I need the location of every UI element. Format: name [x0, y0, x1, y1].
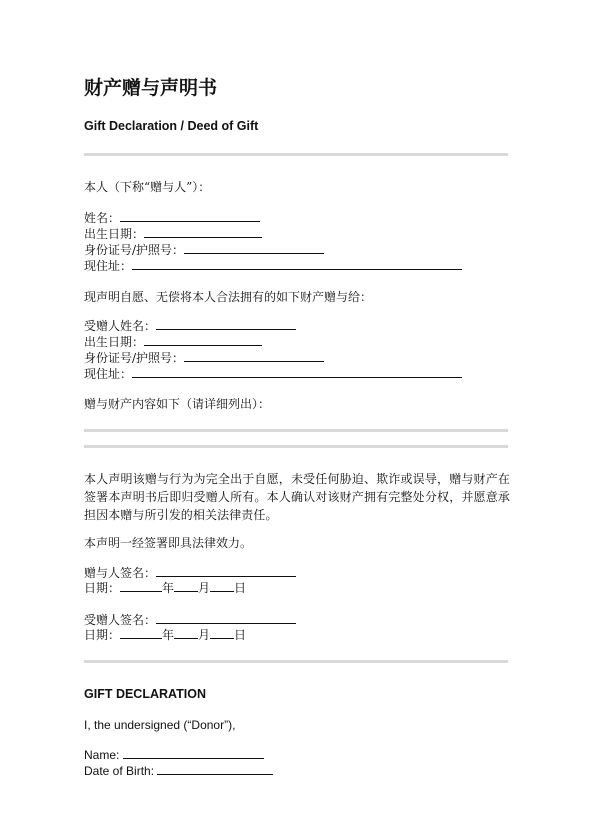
donee-signature-row: [84, 612, 296, 628]
donee-address-label: 现住址：: [84, 367, 133, 381]
english-intro: I, the undersigned (“Donor”),: [84, 718, 236, 732]
donor-id-label: 身份证号/护照号：: [84, 243, 185, 257]
donor-signature-label: 赠与人签名：: [84, 566, 157, 580]
donor-dob-label: 出生日期：: [84, 227, 145, 241]
donor-date-label: 日期：: [84, 581, 121, 595]
donor-year-blank[interactable]: [120, 580, 162, 592]
donee-month-blank[interactable]: [174, 627, 198, 639]
english-name-label: Name:: [84, 748, 123, 762]
donor-day-label: 日: [234, 581, 247, 595]
donee-month-label: 月: [198, 628, 211, 642]
donor-month-blank[interactable]: [174, 580, 198, 592]
donee-year-label: 年: [162, 628, 175, 642]
donee-id-label: 身份证号/护照号：: [84, 351, 185, 365]
english-dob-label: Date of Birth:: [84, 764, 158, 778]
english-heading: GIFT DECLARATION: [84, 687, 206, 701]
donor-address-label: 现住址：: [84, 259, 133, 273]
donee-address-blank[interactable]: [132, 366, 462, 378]
donor-dob-blank[interactable]: [144, 226, 262, 238]
donor-signature-row: [84, 565, 296, 581]
property-line-1[interactable]: [84, 429, 508, 432]
english-dob-row: [84, 763, 273, 779]
declare-intro: 现声明自愿、无偿将本人合法拥有的如下财产赠与给：: [84, 290, 373, 304]
property-prompt: 赠与财产内容如下（请详细列出）：: [84, 397, 271, 411]
section-divider-english: [84, 660, 508, 663]
donor-id-row: [84, 242, 324, 258]
donee-dob-row: [84, 334, 262, 350]
donee-name-row: [84, 318, 296, 334]
donor-address-blank[interactable]: [132, 258, 462, 270]
donee-day-blank[interactable]: [210, 627, 234, 639]
donor-day-blank[interactable]: [210, 580, 234, 592]
donor-id-blank[interactable]: [184, 242, 324, 254]
donor-dob-row: [84, 226, 262, 242]
statement-paragraph: 本人声明该赠与行为为完全出于自愿，未受任何胁迫、欺诈或误导，赠与财产在签署本声明书后即归受赠人所有。本人确认对该财产拥有完整处分权，并愿意承担因本赠与所引发的相关法律责任。: [84, 472, 510, 522]
donee-id-blank[interactable]: [184, 350, 324, 362]
donor-signature-blank[interactable]: [156, 565, 296, 577]
section-divider: [84, 153, 508, 156]
donee-name-label: 受赠人姓名：: [84, 319, 157, 333]
donor-intro: 本人（下称“赠与人”）：: [84, 180, 211, 194]
donee-id-row: [84, 350, 324, 366]
donor-address-row: [84, 258, 462, 274]
donee-year-blank[interactable]: [120, 627, 162, 639]
donee-name-blank[interactable]: [156, 318, 296, 330]
effect-statement: 本声明一经签署即具法律效力。: [84, 536, 253, 550]
document-title: 财产赠与声明书: [84, 77, 218, 99]
donee-date-label: 日期：: [84, 628, 121, 642]
donee-address-row: [84, 366, 462, 382]
donee-dob-blank[interactable]: [144, 334, 262, 346]
donee-date-row: [84, 627, 246, 643]
donor-name-row: [84, 210, 260, 226]
donor-date-row: [84, 580, 246, 596]
property-line-2[interactable]: [84, 445, 508, 448]
english-name-blank[interactable]: [123, 747, 264, 759]
english-name-row: [84, 747, 264, 763]
donor-year-label: 年: [162, 581, 175, 595]
donor-name-label: 姓名：: [84, 211, 121, 225]
donor-name-blank[interactable]: [120, 210, 260, 222]
english-dob-blank[interactable]: [157, 763, 273, 775]
donee-day-label: 日: [234, 628, 247, 642]
donee-signature-label: 受赠人签名：: [84, 613, 157, 627]
donee-dob-label: 出生日期：: [84, 335, 145, 349]
donee-signature-blank[interactable]: [156, 612, 296, 624]
donor-month-label: 月: [198, 581, 211, 595]
document-subtitle: Gift Declaration / Deed of Gift: [84, 119, 259, 133]
